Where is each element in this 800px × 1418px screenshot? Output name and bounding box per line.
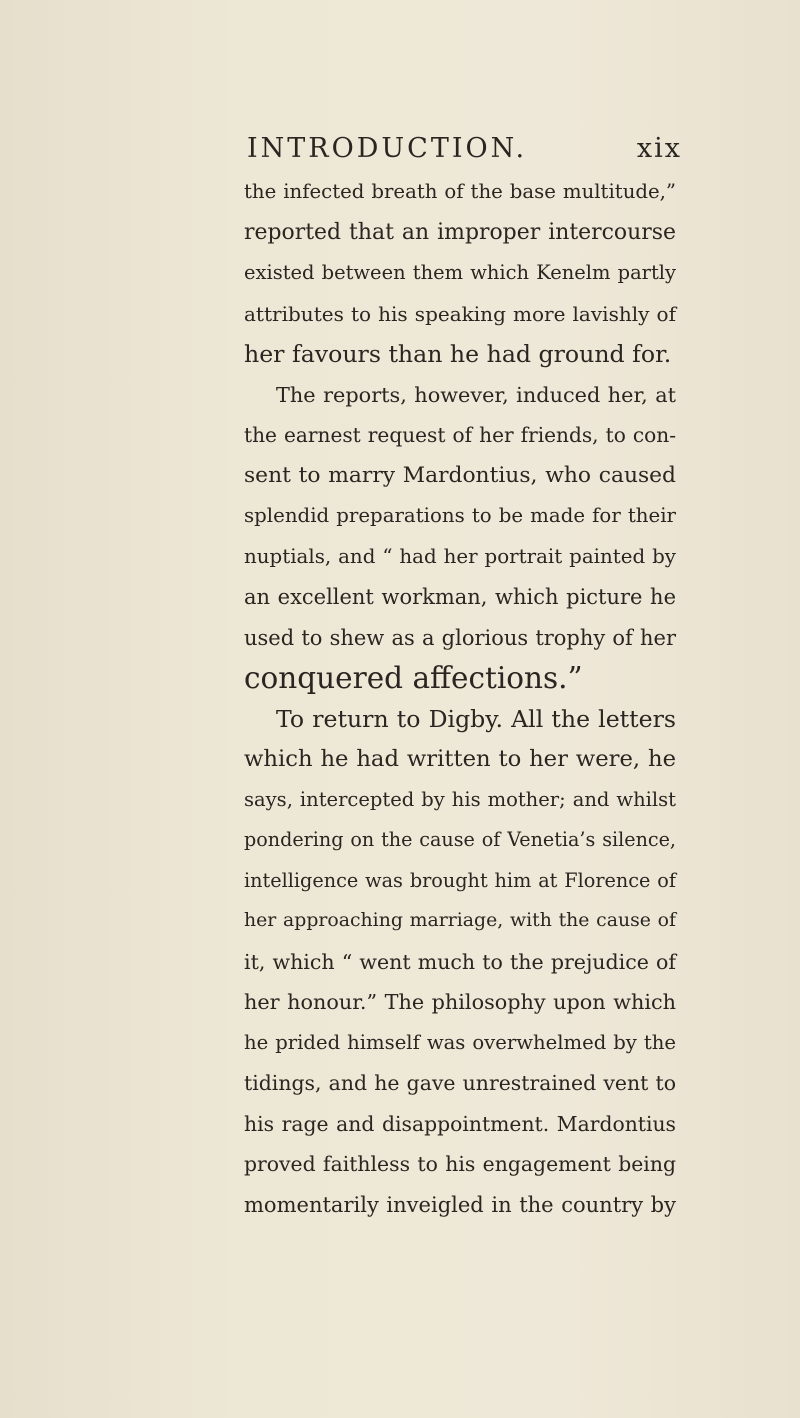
text-line: an excellent workman, which picture he [244,585,676,609]
text-line: her approaching marriage, with the cause of [244,910,676,931]
text-line: proved faithless to his engagement being [244,1152,676,1176]
text-line: used to shew as a glorious trophy of her [244,625,676,650]
text-line: existed between them which Kenelm partly [244,261,676,284]
text-line: conquered affections.” [244,661,583,695]
text-line: reported that an improper intercourse [244,219,676,245]
text-line: her honour.” The philosophy upon which [244,990,676,1014]
page-number: xix [636,133,682,164]
text-line: momentarily inveigled in the country by [244,1191,676,1217]
text-line: it, which “ went much to the prejudice of [244,949,676,974]
text-line: says, intercepted by his mother; and whilst [244,787,676,811]
header-title: INTRODUCTION. [247,133,528,164]
text-line: his rage and disappointment. Mardontius [244,1111,676,1136]
paragraph-first-line: To return to Digby. All the letters [276,704,676,733]
text-line: tidings, and he gave unrestrained vent to [244,1071,676,1095]
running-header [0,133,800,169]
text-line: he prided himself was overwhelmed by the [244,1030,676,1054]
text-line: intelligence was brought him at Florence of [244,868,676,892]
text-line: attributes to his speaking more lavishly of [244,301,676,326]
text-line: which he had written to her were, he [244,746,676,772]
text-line: splendid preparations to be made for their [244,504,676,527]
paragraph-first-line: The reports, however, induced her, at [276,382,676,407]
text-line: sent to marry Mardontius, who caused [244,462,676,488]
text-line: nuptials, and “ had her portrait painted by [244,544,676,568]
text-line: the infected breath of the base multitude,” [244,180,676,203]
text-line: her favours than he had ground for. [244,340,672,368]
text-line: the earnest request of her friends, to con- [244,423,676,447]
text-line: pondering on the cause of Venetia’s silence, [244,828,676,851]
